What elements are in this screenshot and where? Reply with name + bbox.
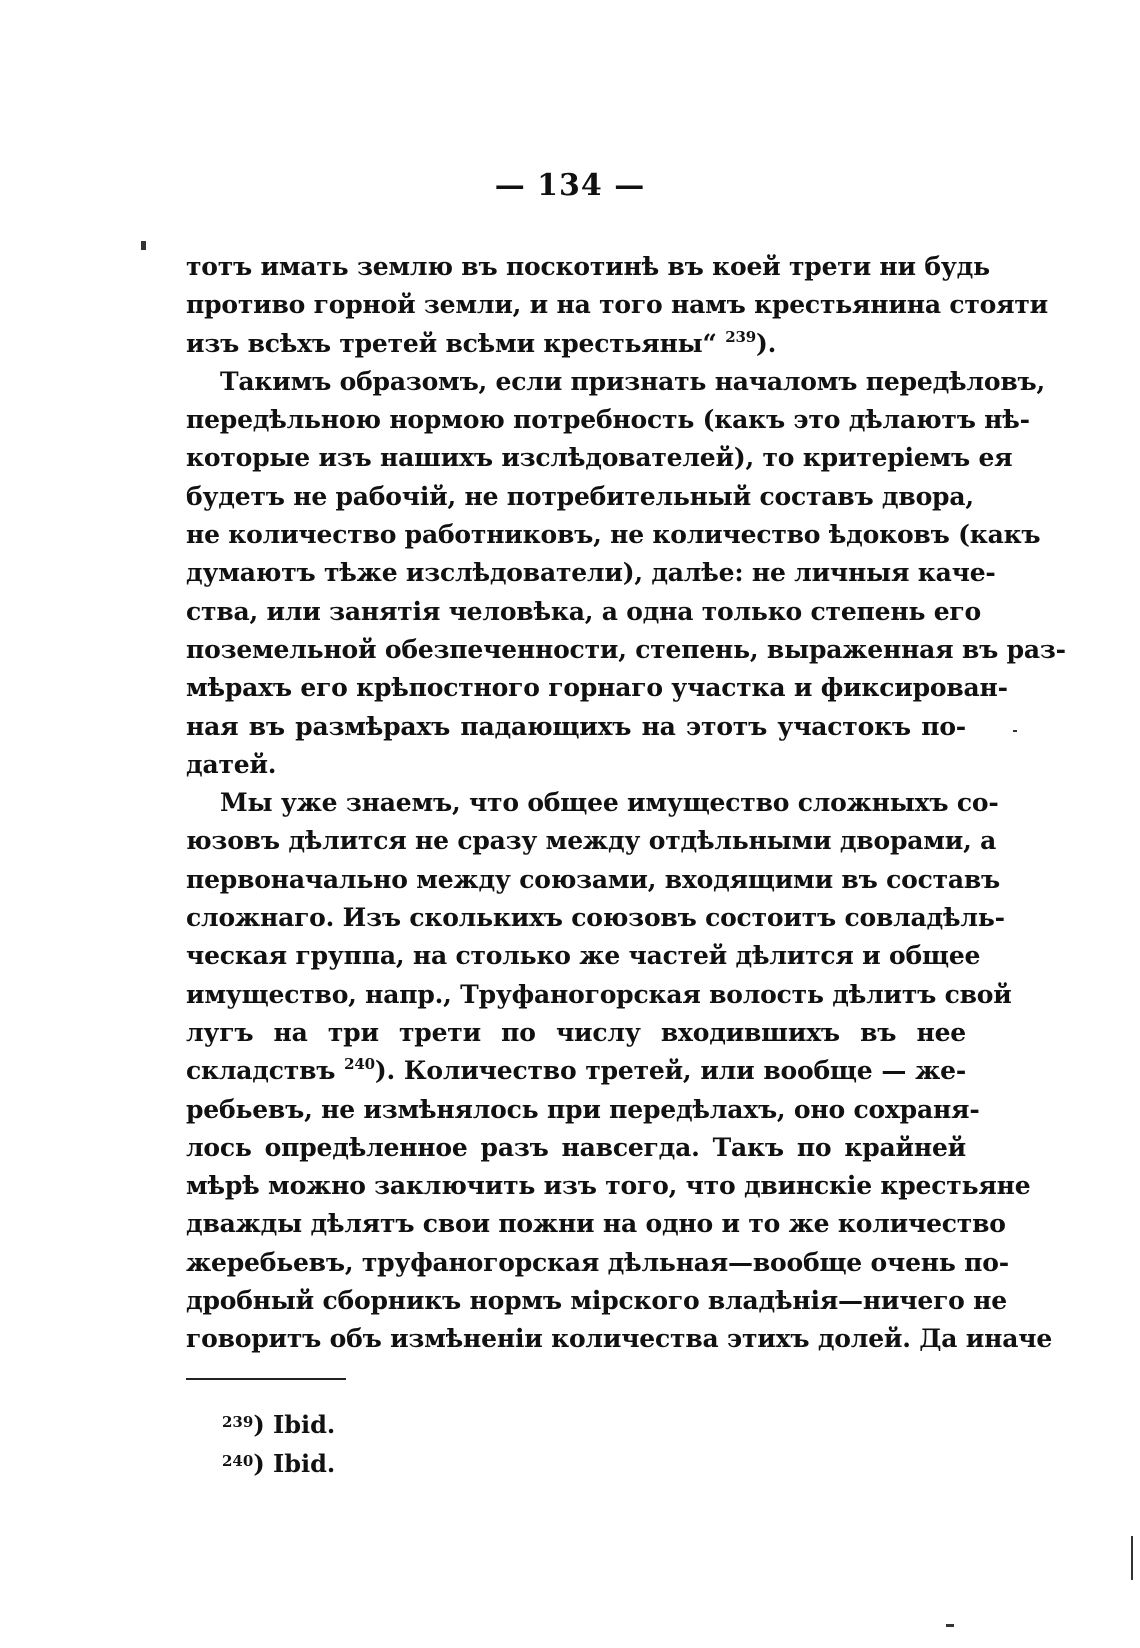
text-line: изъ всѣхъ третей всѣми крестьяны“ $^{239}$).: [186, 327, 777, 358]
text-line: будетъ не рабочій, не потребительный составъ двора,: [186, 481, 974, 511]
footnote-ref[interactable]: 240: [344, 1055, 375, 1074]
text-line: имущество, напр., Труфаногорская волость дѣлитъ свой: [186, 979, 1012, 1009]
text-line: не количество работниковъ, не количество ѣдоковъ (какъ: [186, 520, 1041, 550]
text-line: мѣрахъ его крѣпостного горнаго участка и фиксирован-: [186, 673, 1008, 703]
footnote: $^{239}$) Ibid.: [222, 1410, 336, 1439]
text-line: ная въ размѣрахъ падающихъ на этотъ участокъ по-: [186, 711, 966, 741]
text-line: Такимъ образомъ, если признать началомъ передѣловъ,: [220, 366, 1045, 396]
text-line: дробный сборникъ нормъ мірского владѣнія—ничего не: [186, 1286, 1007, 1316]
text-line: складствъ $^{240}$). Количество третей, или вообще — же-: [186, 1055, 966, 1086]
footnote-ref[interactable]: 239: [725, 327, 756, 346]
text-line: юзовъ дѣлится не сразу между отдѣльными дворами, а: [186, 826, 997, 856]
body-text: [186, 248, 1066, 1359]
text-line: думаютъ тѣже изслѣдователи), далѣе: не личныя каче-: [186, 558, 996, 588]
footnotes: [222, 1404, 335, 1482]
scan-speck: [946, 1624, 954, 1627]
scan-speck: [1131, 1536, 1133, 1580]
text-line: лугъ на три трети по числу входившихъ въ нее: [186, 1017, 966, 1047]
text-line: первоначально между союзами, входящими въ составъ: [186, 864, 1001, 894]
text-line: жеребьевъ, труфаногорская дѣльная—вообще очень по-: [186, 1247, 1009, 1277]
text-line: говоритъ объ измѣненіи количества этихъ долей. Да иначе: [186, 1324, 1053, 1354]
text-line: противо горной земли, и на того намъ крестьянина стояти: [186, 290, 1049, 320]
text-line: сложнаго. Изъ сколькихъ союзовъ состоитъ совладѣль-: [186, 903, 1005, 933]
text-line: передѣльною нормою потребность (какъ это дѣлаютъ нѣ-: [186, 405, 1030, 435]
text-line: поземельной обезпеченности, степень, выраженная въ раз-: [186, 634, 1066, 664]
text-line: ческая группа, на столько же частей дѣлится и общее: [186, 941, 981, 971]
scan-speck: [1013, 730, 1017, 732]
text-line: дважды дѣлятъ свои пожни на одно и то же количество: [186, 1209, 1006, 1239]
text-line: лось опредѣленное разъ навсегда. Такъ по крайней: [186, 1132, 966, 1162]
text-line: ства, или занятія человѣка, а одна только степень его: [186, 596, 982, 626]
footnote-number: 239: [222, 1413, 254, 1431]
footnote-divider: [186, 1378, 346, 1380]
footnote-number: 240: [222, 1452, 254, 1470]
text-line: Мы уже знаемъ, что общее имущество сложныхъ со-: [220, 788, 999, 818]
text-line: ребьевъ, не измѣнялось при передѣлахъ, оно сохраня-: [186, 1094, 980, 1124]
page-number: — 134 —: [494, 168, 646, 203]
text-line: мѣрѣ можно заключить изъ того, что двинскіе крестьяне: [186, 1171, 1031, 1201]
text-line: датей.: [186, 749, 277, 779]
scan-speck: [141, 241, 146, 250]
footnote: $^{240}$) Ibid.: [222, 1449, 336, 1478]
text-line: которые изъ нашихъ изслѣдователей), то критеріемъ ея: [186, 443, 1013, 473]
text-line: тотъ имать землю въ поскотинѣ въ коей трети ни будь: [186, 252, 990, 281]
